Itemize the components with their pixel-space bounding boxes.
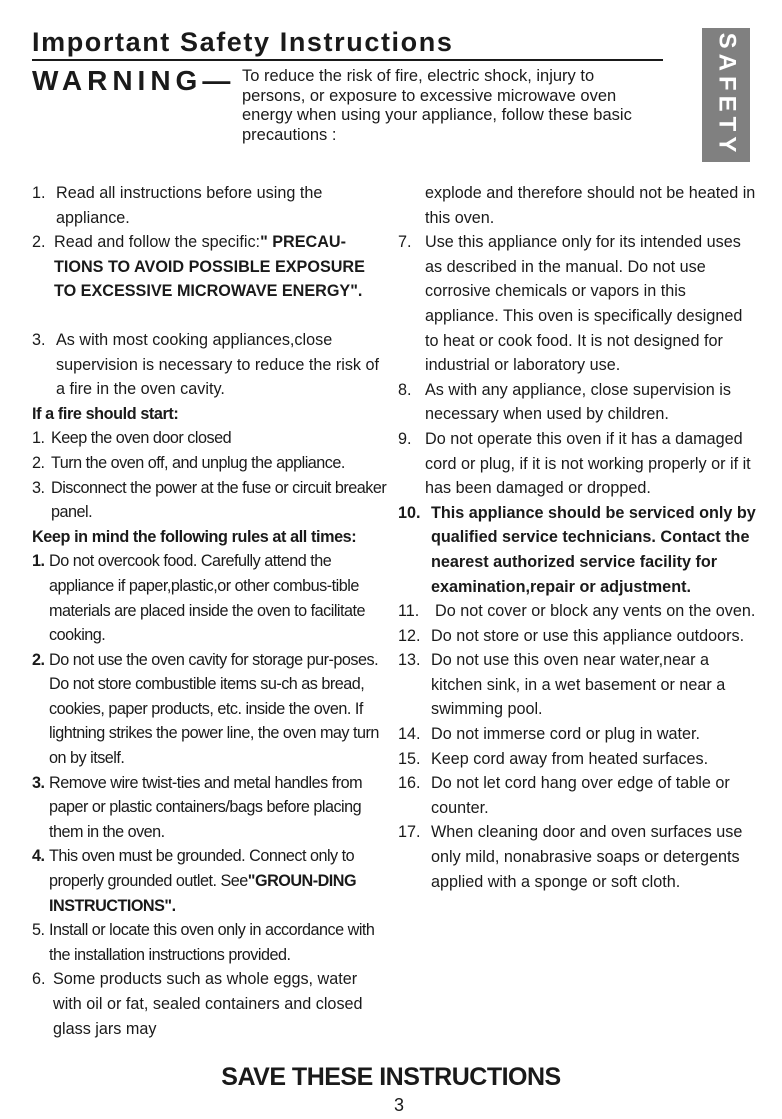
continued-text [398, 181, 756, 230]
rule-text: Do not overcook food. Carefully attend the appliance if paper,plastic,or other combus-tible materials are placed inside the oven to facilitate cooking. [49, 552, 366, 645]
item-text: Do not immerse cord or plug in water. [431, 725, 701, 744]
rule-item [32, 648, 390, 771]
item-number: 17. [398, 823, 421, 842]
item-number: 15. [398, 749, 421, 768]
rule-number: 5. [32, 921, 45, 940]
item-number: 1. [32, 184, 46, 202]
item-text: As with most cooking appliances,close supervision is necessary to reduce the risk of a fire in the oven cavity. [56, 330, 379, 399]
instruction-item [398, 747, 756, 772]
item-number: 8. [398, 380, 412, 399]
rules-heading: Keep in mind the following rules at all times: [32, 527, 357, 546]
instruction-item [398, 820, 756, 894]
instruction-item [398, 378, 756, 427]
item-text: Read all instructions before using the appliance. [56, 184, 323, 227]
item-number: 7. [398, 233, 412, 252]
rule-item [32, 967, 390, 1041]
item-text: Read and follow the specific: [54, 233, 261, 252]
rule-text: Remove wire twist-ties and metal handles from paper or plastic containers/bags before placing them in the oven. [49, 773, 363, 841]
item-number: 9. [398, 429, 412, 448]
step-number: 3. [32, 478, 45, 497]
rule-number: 6. [32, 970, 46, 989]
step-text: Keep the oven door closed [51, 429, 232, 448]
item-number: 13. [398, 651, 421, 670]
title-divider [32, 59, 663, 61]
left-column [32, 181, 390, 1041]
item-text: Keep cord away from heated surfaces. [431, 749, 709, 768]
item-number: 12. [398, 626, 421, 645]
rule-text: Do not use the oven cavity for storage pur-poses. Do not store combustible items su-ch as bread, cookies, paper products, etc. inside the oven. If lightning strikes the power line, the oven may turn on by itself. [49, 650, 379, 768]
fire-step [32, 476, 390, 525]
step-number: 1. [32, 429, 45, 448]
item-text: This appliance should be serviced only by qualified service technicians. Contact the nearest authorized service facility for examination,repair or adjustment. [431, 503, 756, 596]
step-number: 2. [32, 453, 45, 472]
instruction-item [398, 230, 756, 378]
fire-step [32, 426, 390, 451]
warning-text: To reduce the risk of fire, electric shock, injury to persons, or exposure to excessive microwave oven energy when using your appliance, follow these basic precautions : [242, 67, 632, 144]
item-number: 16. [398, 774, 421, 793]
item-text: Do not store or use this appliance outdoors. [431, 626, 745, 645]
continued-item-text: explode and therefore should not be heated in this oven. [425, 184, 756, 227]
instruction-item [398, 722, 756, 747]
rule-emphasis: "GROUN-DING INSTRUCTIONS". [49, 872, 357, 915]
section-tab-label: SAFETY [713, 32, 740, 158]
rule-item [32, 844, 390, 918]
warning-label: WARNING— [32, 65, 236, 96]
item-text: Do not cover or block any vents on the oven. [435, 602, 756, 621]
item-text: Use this appliance only for its intended uses as described in the manual. Do not use corrosive chemicals or vapors in this appliance. This oven is specifically designed to heat or cook food. It is not designed for industrial or laboratory use. [425, 233, 743, 375]
rule-item [32, 918, 390, 967]
item-number: 14. [398, 725, 421, 744]
instruction-item [398, 648, 756, 722]
item-number: 2. [32, 233, 46, 252]
instruction-item [398, 624, 756, 649]
item-text: Do not use this oven near water,near a kitchen sink, in a wet basement or near a swimming pool. [431, 651, 726, 719]
rule-number: 3. [32, 773, 45, 792]
rule-item [32, 549, 390, 647]
item-emphasis: " PRECAU-TIONS TO AVOID POSSIBLE EXPOSURE TO EXCESSIVE MICROWAVE ENERGY". [54, 233, 365, 301]
save-instructions-banner: SAVE THESE INSTRUCTIONS [221, 1063, 561, 1091]
rule-item [32, 771, 390, 845]
item-number: 10. [398, 503, 421, 522]
rule-number: 1. [32, 552, 45, 571]
item-text: When cleaning door and oven surfaces use only mild, nonabrasive soaps or detergents applied with a sponge or soft cloth. [431, 823, 743, 891]
rule-text: Some products such as whole eggs, water with oil or fat, sealed containers and closed glass jars may [53, 970, 363, 1038]
instruction-item [32, 328, 390, 402]
page-title: Important Safety Instructions [32, 27, 454, 57]
item-text: Do not let cord hang over edge of table or counter. [431, 774, 730, 817]
fire-heading: If a fire should start: [32, 404, 179, 423]
step-text: Disconnect the power at the fuse or circuit breaker panel. [51, 478, 387, 522]
item-text: As with any appliance, close supervision is necessary when used by children. [425, 380, 731, 424]
instruction-item [32, 230, 390, 304]
item-number: 11. [398, 602, 420, 621]
rule-text: This oven must be grounded. Connect only to properly grounded outlet. See [49, 847, 355, 891]
rule-number: 4. [32, 847, 45, 866]
fire-step [32, 451, 390, 476]
instruction-item [398, 599, 756, 624]
rule-text: Install or locate this oven only in accordance with the installation instructions provided. [49, 921, 375, 964]
item-number: 3. [32, 330, 46, 349]
item-text: Do not operate this oven if it has a damaged cord or plug, if it is not working properly or if it has been damaged or dropped. [425, 429, 751, 498]
section-tab [702, 28, 750, 162]
instruction-item [398, 427, 756, 501]
right-column [398, 181, 756, 894]
page-number: 3 [393, 1095, 404, 1115]
instruction-item [32, 181, 390, 230]
rule-number: 2. [32, 650, 45, 669]
instruction-item [398, 501, 756, 599]
instruction-item [398, 771, 756, 820]
step-text: Turn the oven off, and unplug the appliance. [51, 453, 345, 472]
